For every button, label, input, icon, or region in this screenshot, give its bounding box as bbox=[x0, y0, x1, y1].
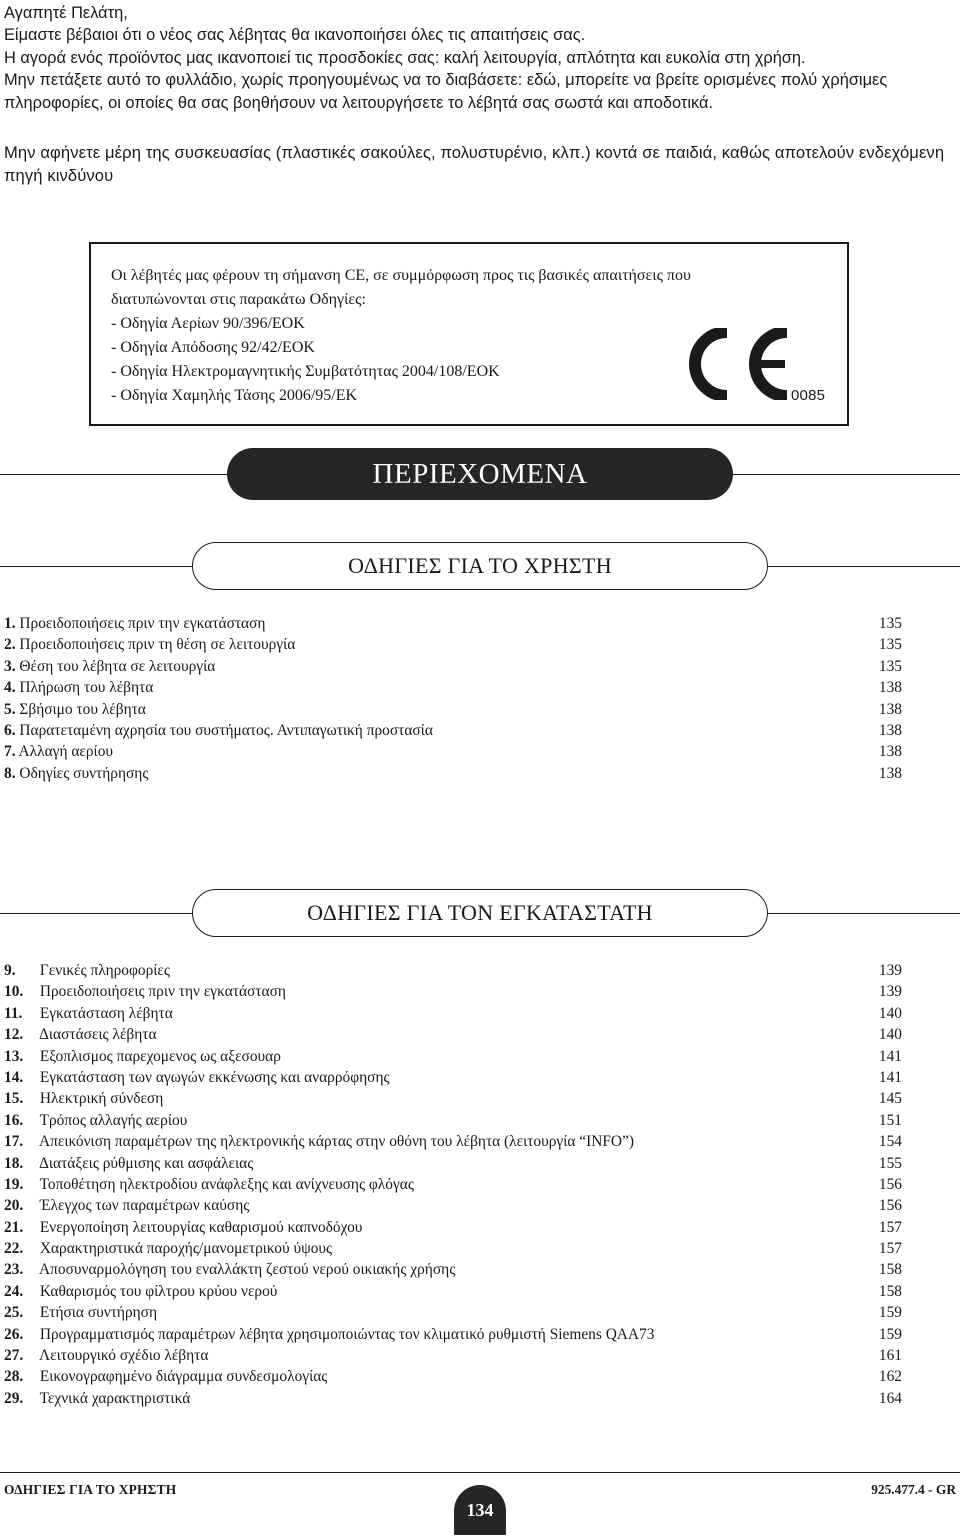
toc-entry-page: 138 bbox=[878, 764, 902, 782]
toc-entry-number: 24. bbox=[4, 1282, 24, 1300]
ce-line: Οι λέβητές μας φέρουν τη σήμανση CE, σε συμμόρφωση προς τις βασικές απαιτήσεις που bbox=[111, 267, 691, 284]
toc-entry-page: 157 bbox=[878, 1218, 902, 1236]
toc-entry-title: Καθαρισμός του φίλτρου κρύου νερού bbox=[39, 1282, 278, 1300]
toc-entry-number: 29. bbox=[4, 1389, 24, 1407]
toc-entry-title: Θέση του λέβητα σε λειτουργία bbox=[19, 657, 216, 675]
toc-entry-page: 141 bbox=[878, 1047, 902, 1065]
toc-entry-number: 4. bbox=[4, 679, 16, 697]
toc-entry-title: Διατάξεις ρύθμισης και ασφάλειας bbox=[39, 1154, 254, 1172]
intro-line: Η αγορά ενός προϊόντος μας ικανοποιεί τις προσδοκίες σας: καλή λειτουργία, απλότητα και ευκολία στη χρήση. bbox=[4, 48, 806, 67]
toc-entry-number: 23. bbox=[4, 1261, 24, 1279]
toc-entry-title: Αλλαγή αερίου bbox=[18, 743, 114, 761]
toc-entry-title: Λειτουργικό σχέδιο λέβητα bbox=[39, 1347, 209, 1365]
toc-entry-title: Προγραμματισμός παραμέτρων λέβητα χρησιμοποιώντας τον κλιματικό ρυθμιστή Siemens QAA73 bbox=[39, 1325, 655, 1343]
page-footer bbox=[0, 1472, 960, 1536]
toc-entry[interactable] bbox=[4, 1046, 902, 1067]
installer-section-title: ΟΔΗΓΙΕΣ ΓΙΑ ΤΟΝ ΕΓΚΑΤΑΣΤΑΤΗ bbox=[307, 900, 653, 925]
toc-entry[interactable] bbox=[4, 741, 902, 762]
toc-entry[interactable] bbox=[4, 1195, 902, 1216]
user-toc-list bbox=[4, 613, 902, 784]
intro-line: Είμαστε βέβαιοι ότι ο νέος σας λέβητας θα ικανοποιήσει όλες τις απαιτήσεις σας. bbox=[4, 26, 586, 45]
toc-entry[interactable] bbox=[4, 1088, 902, 1109]
toc-entry-number: 12. bbox=[4, 1026, 24, 1044]
ce-compliance-box bbox=[89, 242, 849, 426]
toc-entry-title: Γενικές πληροφορίες bbox=[39, 962, 170, 979]
toc-entry-page: 135 bbox=[878, 636, 902, 654]
contents-pill bbox=[227, 448, 733, 500]
ce-compliance-text bbox=[111, 264, 691, 408]
toc-entry-page: 138 bbox=[878, 700, 902, 718]
toc-entry-title: Εξοπλισμος παρεχομενος ως αξεσουαρ bbox=[39, 1047, 281, 1065]
toc-entry[interactable] bbox=[4, 634, 902, 655]
toc-entry[interactable] bbox=[4, 720, 902, 741]
toc-entry-number: 11. bbox=[4, 1004, 23, 1022]
toc-entry-page: 161 bbox=[878, 1347, 902, 1365]
toc-entry-number: 25. bbox=[4, 1304, 24, 1322]
toc-entry[interactable] bbox=[4, 1281, 902, 1302]
toc-entry-number: 27. bbox=[4, 1347, 24, 1365]
toc-entry-number: 18. bbox=[4, 1154, 24, 1172]
toc-entry-number: 3. bbox=[4, 657, 16, 675]
toc-entry-page: 140 bbox=[878, 1026, 902, 1044]
toc-entry-page: 154 bbox=[878, 1133, 902, 1151]
toc-entry-title: Διαστάσεις λέβητα bbox=[39, 1026, 157, 1044]
toc-entry-page: 159 bbox=[878, 1325, 902, 1343]
toc-entry-page: 141 bbox=[878, 1068, 902, 1086]
toc-entry-number: 14. bbox=[4, 1068, 24, 1086]
intro-text bbox=[4, 2, 956, 114]
ce-directive: - Οδηγία Ηλεκτρομαγνητικής Συμβατότητας 2004/108/ΕΟΚ bbox=[111, 363, 500, 380]
toc-entry-page: 157 bbox=[878, 1240, 902, 1258]
toc-entry-title: Έλεγχος των παραμέτρων καύσης bbox=[39, 1197, 250, 1215]
intro-greeting: Αγαπητέ Πελάτη, bbox=[4, 4, 128, 22]
toc-entry[interactable] bbox=[4, 1174, 902, 1195]
toc-entry-number: 20. bbox=[4, 1197, 24, 1215]
footer-rule bbox=[0, 1472, 960, 1473]
toc-entry-title: Τεχνικά χαρακτηριστικά bbox=[39, 1389, 191, 1407]
ce-line: διατυπώνονται στις παρακάτω Οδηγίες: bbox=[111, 291, 366, 308]
toc-entry-number: 22. bbox=[4, 1240, 24, 1258]
toc-entry-page: 162 bbox=[878, 1368, 902, 1386]
document-code: 925.477.4 - GR bbox=[871, 1482, 956, 1497]
toc-entry-title: Παρατεταμένη αχρησία του συστήματος. Αντιπαγωτική προστασία bbox=[19, 721, 433, 739]
toc-entry[interactable] bbox=[4, 613, 902, 634]
toc-entry-title: Τρόπος αλλαγής αερίου bbox=[39, 1111, 188, 1129]
toc-entry-title: Εγκατάσταση λέβητα bbox=[39, 1004, 173, 1022]
toc-entry-page: 145 bbox=[878, 1090, 902, 1108]
toc-entry[interactable] bbox=[4, 1388, 902, 1409]
toc-entry-title: Ετήσια συντήρηση bbox=[39, 1304, 158, 1322]
toc-entry[interactable] bbox=[4, 1003, 902, 1024]
toc-entry[interactable] bbox=[4, 1110, 902, 1131]
toc-entry-title: Προειδοποιήσεις πριν την εγκατάσταση bbox=[19, 615, 266, 632]
toc-entry-title: Τοποθέτηση ηλεκτροδίου ανάφλεξης και ανίχνευσης φλόγας bbox=[39, 1175, 414, 1193]
toc-entry-title: Εικονογραφημένο διάγραμμα συνδεσμολογίας bbox=[39, 1368, 328, 1386]
toc-entry-number: 9. bbox=[4, 962, 16, 979]
toc-entry[interactable] bbox=[4, 1366, 902, 1387]
toc-entry-page: 139 bbox=[878, 962, 902, 979]
toc-entry-page: 138 bbox=[878, 679, 902, 697]
toc-entry-title: Πλήρωση του λέβητα bbox=[19, 679, 154, 697]
toc-entry[interactable] bbox=[4, 1067, 902, 1088]
contents-title: ΠΕΡΙΕΧΟΜΕΝΑ bbox=[372, 458, 588, 490]
page-number-badge bbox=[454, 1485, 506, 1535]
toc-entry-page: 155 bbox=[878, 1154, 902, 1172]
toc-entry[interactable] bbox=[4, 763, 902, 784]
toc-entry-number: 7. bbox=[4, 743, 16, 761]
toc-entry[interactable] bbox=[4, 699, 902, 720]
toc-entry-number: 8. bbox=[4, 764, 16, 782]
toc-entry[interactable] bbox=[4, 960, 902, 981]
installer-section-pill bbox=[192, 889, 768, 937]
intro-line: Μην πετάξετε αυτό το φυλλάδιο, χωρίς προηγουμένως να το διαβάσετε: εδώ, μπορείτε να βρείτε ορισμένες πολύ χρήσιμες πληροφορίες, οι οποίες θα σας βοηθήσουν να λειτουργήσετε το λέβητά σας σωστά και αποδοτικά. bbox=[4, 71, 888, 112]
toc-entry[interactable] bbox=[4, 981, 902, 1002]
toc-entry-number: 21. bbox=[4, 1218, 24, 1236]
toc-entry-title: Προειδοποιήσεις πριν τη θέση σε λειτουργία bbox=[19, 636, 296, 654]
toc-entry-page: 164 bbox=[878, 1389, 902, 1407]
toc-entry[interactable] bbox=[4, 1345, 902, 1366]
toc-entry-page: 140 bbox=[878, 1004, 902, 1022]
toc-entry-title: Ηλεκτρική σύνδεση bbox=[39, 1090, 164, 1108]
toc-entry-number: 16. bbox=[4, 1111, 24, 1129]
toc-entry[interactable] bbox=[4, 1131, 902, 1152]
toc-entry-title: Απεικόνιση παραμέτρων της ηλεκτρονικής κάρτας στην οθόνη του λέβητα (λειτουργία “INFO”) bbox=[39, 1133, 634, 1151]
toc-entry[interactable] bbox=[4, 1217, 902, 1238]
toc-entry-page: 138 bbox=[878, 743, 902, 761]
toc-entry[interactable] bbox=[4, 1238, 902, 1259]
toc-entry[interactable] bbox=[4, 656, 902, 677]
toc-entry-number: 15. bbox=[4, 1090, 24, 1108]
toc-entry-page: 156 bbox=[878, 1197, 902, 1215]
installer-toc-list bbox=[4, 960, 902, 1409]
toc-entry-title: Ενεργοποίηση λειτουργίας καθαρισμού καπνοδόχου bbox=[39, 1218, 363, 1236]
toc-entry-page: 156 bbox=[878, 1175, 902, 1193]
toc-entry-title: Αποσυναρμολόγηση του εναλλάκτη ζεστού νερού οικιακής χρήσης bbox=[39, 1261, 456, 1279]
ce-directive: - Οδηγία Απόδοσης 92/42/ΕΟΚ bbox=[111, 339, 315, 356]
toc-entry-page: 138 bbox=[878, 721, 902, 739]
toc-entry-title: Εγκατάσταση των αγωγών εκκένωσης και αναρρόφησης bbox=[39, 1068, 390, 1086]
ce-mark-icon bbox=[675, 328, 809, 400]
toc-entry-number: 17. bbox=[4, 1133, 24, 1151]
page-number: 134 bbox=[466, 1500, 494, 1520]
toc-entry-number: 28. bbox=[4, 1368, 24, 1386]
toc-entry[interactable] bbox=[4, 677, 902, 698]
toc-entry-number: 6. bbox=[4, 721, 16, 739]
toc-entry-page: 139 bbox=[878, 983, 902, 1001]
toc-entry-title: Σβήσιμο του λέβητα bbox=[19, 700, 146, 718]
toc-entry-number: 26. bbox=[4, 1325, 24, 1343]
toc-entry-number: 13. bbox=[4, 1047, 24, 1065]
toc-entry-title: Χαρακτηριστικά παροχής/μανομετρικού ύψους bbox=[39, 1240, 333, 1258]
toc-entry-page: 158 bbox=[878, 1282, 902, 1300]
toc-entry[interactable] bbox=[4, 1259, 902, 1280]
footer-section-label: ΟΔΗΓΙΕΣ ΓΙΑ ΤΟ ΧΡΗΣΤΗ bbox=[4, 1482, 177, 1497]
toc-entry-page: 135 bbox=[878, 657, 902, 675]
user-section-pill bbox=[192, 542, 768, 590]
toc-entry-page: 151 bbox=[878, 1111, 902, 1129]
toc-entry[interactable] bbox=[4, 1324, 902, 1345]
toc-entry-page: 158 bbox=[878, 1261, 902, 1279]
toc-entry-number: 1. bbox=[4, 615, 16, 632]
toc-entry-number: 5. bbox=[4, 700, 16, 718]
toc-entry[interactable] bbox=[4, 1153, 902, 1174]
toc-entry-title: Προειδοποιήσεις πριν την εγκατάσταση bbox=[39, 983, 286, 1001]
toc-entry-title: Οδηγίες συντήρησης bbox=[19, 764, 149, 782]
toc-entry[interactable] bbox=[4, 1024, 902, 1045]
toc-entry-page: 159 bbox=[878, 1304, 902, 1322]
ce-directive: - Οδηγία Αερίων 90/396/ΕΟΚ bbox=[111, 315, 305, 332]
toc-entry-page: 135 bbox=[878, 615, 902, 632]
toc-entry[interactable] bbox=[4, 1302, 902, 1323]
user-section-title: ΟΔΗΓΙΕΣ ΓΙΑ ΤΟ ΧΡΗΣΤΗ bbox=[348, 553, 612, 578]
toc-entry-number: 10. bbox=[4, 983, 24, 1001]
packaging-warning: Μην αφήνετε μέρη της συσκευασίας (πλαστικές σακούλες, πολυστυρένιο, κλπ.) κοντά σε παιδιά, καθώς αποτελούν ενδεχόμενη πηγή κινδύνου bbox=[4, 143, 945, 185]
notified-body-code: 0085 bbox=[791, 387, 826, 404]
toc-entry-number: 19. bbox=[4, 1175, 24, 1193]
ce-directive: - Οδηγία Χαμηλής Τάσης 2006/95/ΕΚ bbox=[111, 387, 358, 404]
toc-entry-number: 2. bbox=[4, 636, 16, 654]
